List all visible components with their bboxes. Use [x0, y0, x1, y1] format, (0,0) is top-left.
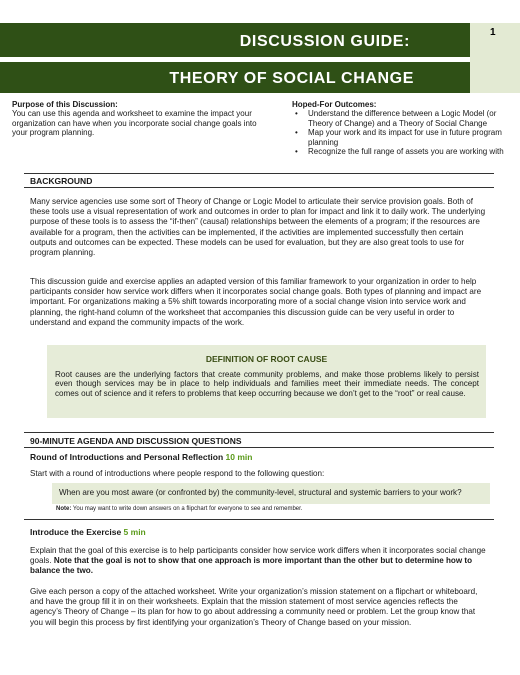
outcome-item: • Map your work and its impact for use in future program planning: [308, 128, 514, 147]
question-box: [52, 483, 490, 504]
section-divider: [24, 173, 494, 174]
section-divider: [24, 519, 494, 520]
intro-heading: [30, 527, 146, 537]
agenda-heading: 90-MINUTE AGENDA AND DISCUSSION QUESTIONS: [30, 436, 242, 446]
section-divider: [24, 447, 494, 448]
background-paragraph-1: Many service agencies use some sort of Theory of Change or Logic Model to articulate their service provision goals. Both of these tools use a visual representation of work and outcomes in order to plan for impact and link it to daily work. The underlying purpose of these tools is to assess the “if-then” (causal) relationships between the elements of a program; if the resources are available for a program, then the activities can be implemented, if the activities are implemented successfully then certain outputs and outcomes can be expected. These models can be used for evaluation, but they are also great tools to use for program planning.: [30, 197, 486, 258]
page-title-line1: DISCUSSION GUIDE:: [239, 33, 410, 50]
round-title: Round of Introductions and Personal Reflection: [30, 452, 224, 462]
purpose-text: You can use this agenda and worksheet to examine the impact your organization can have when you incorporate social change goals into your program planning.: [12, 109, 257, 138]
round-time: 10 min: [225, 452, 253, 462]
page-number: 1: [490, 27, 496, 38]
intro-title: Introduce the Exercise: [30, 527, 122, 537]
root-cause-box: [47, 345, 486, 418]
section-divider: [24, 432, 494, 433]
outcomes-list: [292, 109, 514, 156]
outcomes-section: [292, 100, 514, 156]
intro-paragraph-2: Give each person a copy of the attached worksheet. Write your organization’s mission statement on a flipchart or whiteboard, and have the group fill it in on their worksheets. Explain that the mission statement of most service agencies reflects the agency’s Theory of Change – its plan for how to go about addressing a community need or problem. Let the group know that you will begin this process by first identifying your organization’s Theory of Change based on your mission.: [30, 587, 478, 627]
intro-time: 5 min: [123, 527, 146, 537]
outcome-item: • Understand the difference between a Logic Model (or Theory of Change) and a Theory of Social Change: [308, 109, 514, 128]
round-heading: [30, 452, 252, 462]
intro-paragraph-1-emphasis: Note that the goal is not to show that one approach is more important than the other but to determine how to balance the two.: [30, 556, 473, 576]
root-cause-title: DEFINITION OF ROOT CAUSE: [205, 354, 328, 364]
note: [56, 506, 302, 512]
intro-paragraph-1: [30, 546, 490, 577]
round-text: Start with a round of introductions where people respond to the following question:: [30, 469, 325, 478]
note-text: You may want to write down answers on a flipchart for everyone to see and remember.: [72, 506, 303, 512]
purpose-section: [12, 100, 274, 138]
section-divider: [24, 187, 494, 188]
outcome-item: • Recognize the full range of assets you are working with: [308, 147, 514, 156]
page-title-line2: THEORY OF SOCIAL CHANGE: [169, 70, 414, 87]
outcomes-title: Hoped-For Outcomes:: [292, 100, 377, 109]
root-cause-text: Root causes are the underlying factors that create community problems, and make those problems likely to persist even though services may be in place to help individuals and families meet their immediate needs. The concept comes out of science and it refers to problems that keep occurring because we don’t get to the “root” or real cause.: [55, 370, 479, 398]
note-label: Note:: [56, 506, 72, 512]
purpose-title: Purpose of this Discussion:: [12, 100, 118, 109]
background-paragraph-2: This discussion guide and exercise applies an adapted version of this familiar framework to your organization in order to help participants consider how service work differs when it incorporates social change goals. Both types of planning and impact are important. For organizations making a 5% shift towards incorporating more of a social change vision into service work and planning, the right-hand column of the worksheet that accompanies this discussion guide can be very useful in order to understand and expand the community impacts of the work.: [30, 277, 482, 327]
reflection-question: When are you most aware (or confronted by) the community-level, structural and systemic barriers to your work?: [59, 488, 462, 497]
intro-paragraph-1-text: Explain that the goal of this exercise is to help participants consider how service work differs when it incorporates social change goals.: [30, 546, 486, 566]
background-heading: BACKGROUND: [30, 176, 93, 186]
